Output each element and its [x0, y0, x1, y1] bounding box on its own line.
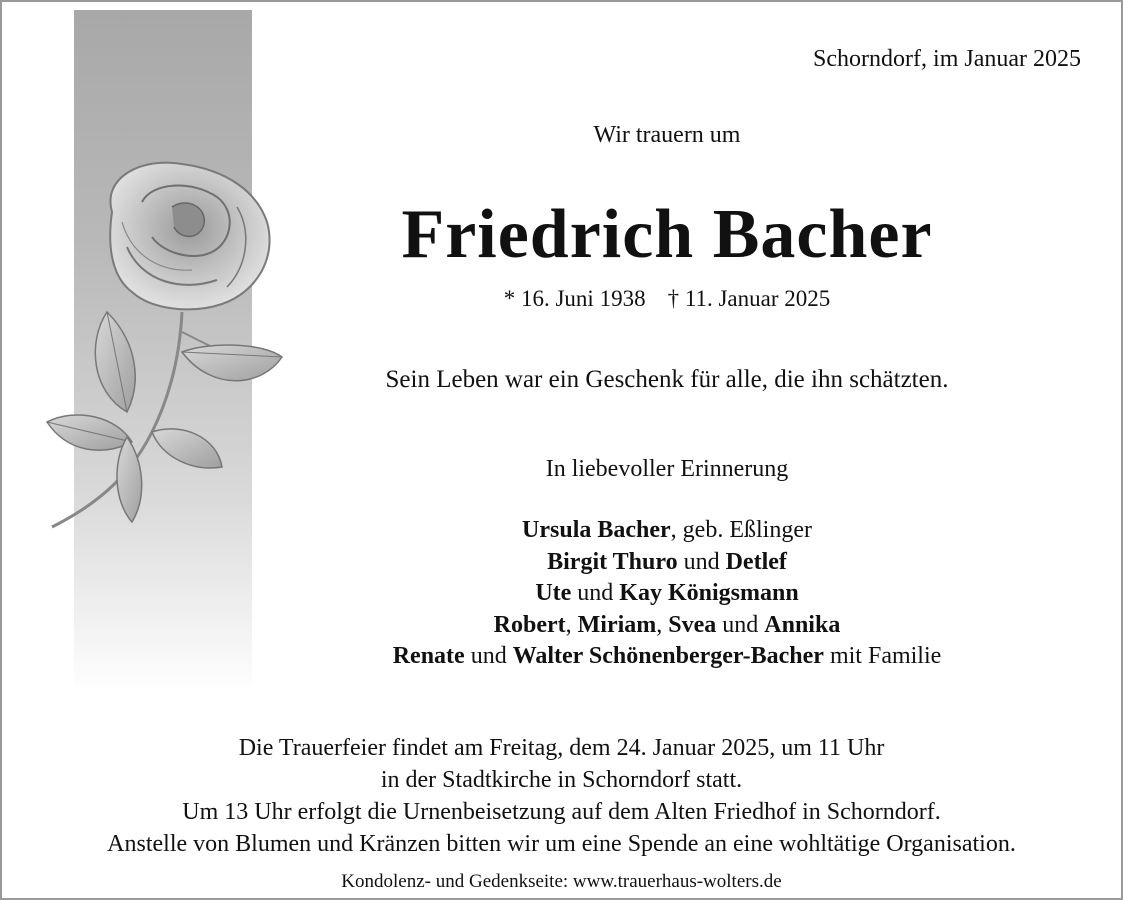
- notice-line: Die Trauerfeier findet am Freitag, dem 24. Januar 2025, um 11 Uhr: [238, 735, 885, 761]
- memory-text: In liebevoller Erinnerung: [545, 456, 789, 482]
- notice-line: Anstelle von Blumen und Kränzen bitten wir um eine Spende an eine wohltätige Organisation.: [107, 831, 1016, 857]
- funeral-notice: [2, 732, 1121, 860]
- notice-line: in der Stadtkirche in Schorndorf statt.: [380, 767, 743, 793]
- family-line: Ute und Kay Königsmann: [535, 580, 799, 606]
- motto-text: Sein Leben war ein Geschenk für alle, die ihn schätzten.: [385, 366, 949, 393]
- place-date: Schorndorf, im Januar 2025: [813, 46, 1081, 72]
- family-line: Renate und Walter Schönenberger-Bacher mit Familie: [392, 643, 942, 669]
- family-line: Ursula Bacher, geb. Eßlinger: [522, 517, 812, 543]
- family-line: Robert, Miriam, Svea und Annika: [493, 611, 841, 638]
- family-list: [252, 515, 1082, 673]
- condolence-footer: Kondolenz- und Gedenkseite: www.trauerhaus-wolters.de: [341, 871, 782, 892]
- deceased-name: Friedrich Bacher: [401, 196, 933, 273]
- family-line: Birgit Thuro und Detlef: [547, 548, 787, 575]
- death-date: † 11. Januar 2025: [667, 286, 831, 311]
- birth-date: * 16. Juni 1938: [503, 286, 646, 311]
- intro-text: Wir trauern um: [593, 122, 741, 148]
- notice-line: Um 13 Uhr erfolgt die Urnenbeisetzung auf dem Alten Friedhof in Schorndorf.: [182, 799, 941, 825]
- life-dates: [252, 286, 1082, 312]
